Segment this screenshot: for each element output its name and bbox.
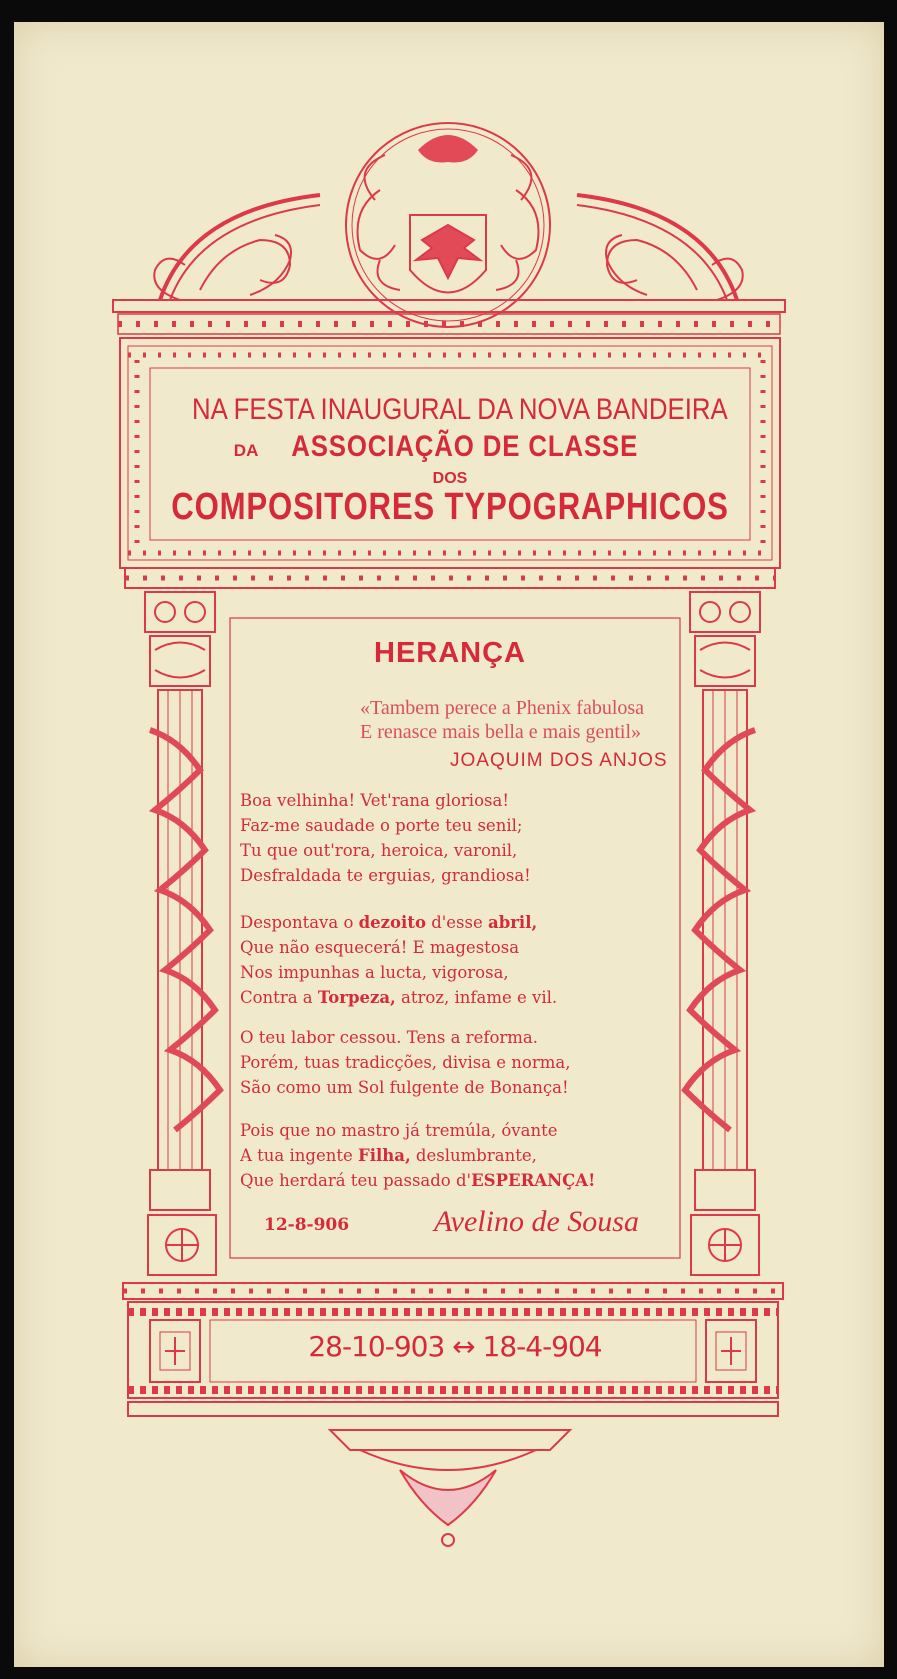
verse-fragment: d'esse	[425, 913, 489, 932]
verse-line	[240, 985, 557, 1010]
epigraph-author: JOAQUIM DOS ANJOS	[450, 750, 668, 771]
epigraph	[360, 696, 644, 744]
verse-line	[240, 1143, 595, 1168]
verse-line: Pois que no mastro já tremúla, óvante	[240, 1121, 558, 1140]
verse-line	[240, 1168, 595, 1193]
header-line-3: DOS	[432, 470, 468, 487]
verse-line	[240, 910, 557, 935]
verse-line: Porém, tuas tradicções, divisa e norma,	[240, 1053, 571, 1072]
header-line-1: NA FESTA INAUGURAL DA NOVA BANDEIRA	[192, 393, 728, 426]
epigraph-line: E renasce mais bella e mais gentil»	[360, 721, 642, 743]
verse-line: Que não esquecerá! E magestosa	[240, 938, 520, 957]
verse-fragment: Despontava o	[240, 913, 359, 932]
poem-title: HERANÇA	[374, 637, 526, 669]
left-column	[145, 592, 220, 1275]
base-entablature	[123, 1283, 783, 1546]
footer-dates: 28-10-903 ↔ 18-4-904	[308, 1330, 602, 1363]
verse-line: Desfraldada te erguias, grandiosa!	[240, 866, 531, 885]
verse-fragment: A tua ingente	[240, 1146, 358, 1165]
association-name: ASSOCIAÇÃO DE CLASSE	[291, 430, 638, 463]
verse-emphasis: Torpeza,	[317, 988, 396, 1007]
epigraph-line: «Tambem perece a Phenix fabulosa	[360, 697, 645, 719]
right-column	[685, 592, 760, 1275]
coat-of-arms-emblem	[346, 123, 550, 327]
verse-fragment: atroz, infame e vil.	[395, 988, 558, 1007]
verse-emphasis: Filha,	[358, 1146, 411, 1165]
verse-line: Tu que out'rora, heroica, varonil,	[240, 841, 518, 860]
stanza-2	[240, 910, 557, 1010]
header-prefix: DA	[233, 441, 259, 460]
verse-emphasis: ESPERANÇA!	[471, 1171, 596, 1190]
verse-fragment: deslumbrante,	[410, 1146, 537, 1165]
stanza-1	[240, 788, 531, 888]
verse-fragment: Contra a	[240, 988, 318, 1007]
verse-line: São como um Sol fulgente de Bonança!	[240, 1078, 569, 1097]
verse-line: Faz-me saudade o porte teu senil;	[240, 816, 523, 835]
author-signature: Avelino de Sousa	[434, 1205, 639, 1238]
header-line-2	[150, 430, 750, 464]
verse-emphasis: abril,	[488, 913, 538, 932]
verse-line: Boa velhinha! Vet'rana gloriosa!	[240, 791, 509, 810]
verse-fragment: Que herdará teu passado d'	[240, 1171, 472, 1190]
left-scroll-ornament	[154, 195, 320, 300]
stanza-4	[240, 1118, 595, 1193]
header-line-4: COMPOSITORES TYPOGRAPHICOS	[171, 486, 729, 528]
stanza-3	[240, 1025, 570, 1100]
right-scroll-ornament	[577, 195, 743, 300]
poem-date: 12-8-906	[264, 1215, 350, 1235]
verse-line: Nos impunhas a lucta, vigorosa,	[240, 963, 509, 982]
verse-emphasis: dezoito	[358, 913, 426, 932]
verse-line: O teu labor cessou. Tens a reforma.	[240, 1028, 538, 1047]
